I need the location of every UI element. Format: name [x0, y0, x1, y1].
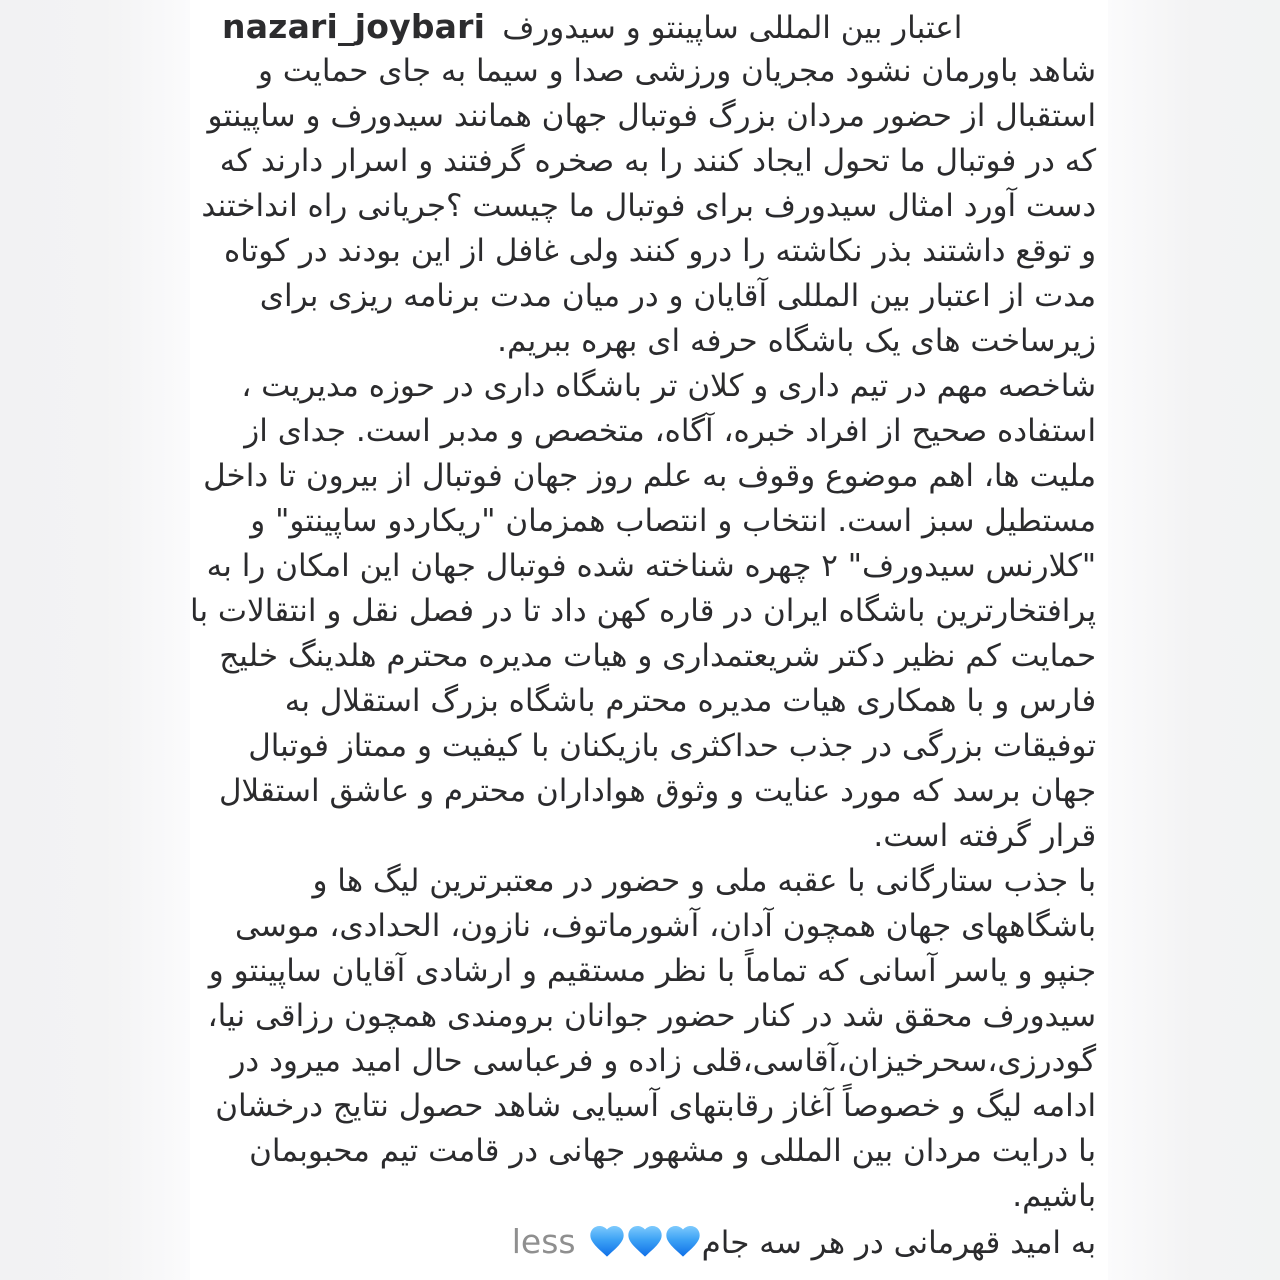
caption-line: جنپو و یاسر آسانی که تماماً با نظر مستقیم و ارشادی آقایان ساپینتو و: [208, 953, 1097, 989]
caption-line: ادامه لیگ و خصوصاً آغاز رقابتهای آسیایی شاهد حصول نتایج درخشان: [215, 1088, 1097, 1124]
caption-line: سیدورف محقق شد در کنار حضور جوانان برومندی همچون رزاقی نیا،: [207, 998, 1097, 1034]
caption-line: که در فوتبال ما تحول ایجاد کنند را به صخره گرفتند و اسرار دارند که: [219, 143, 1097, 179]
left-margin: [0, 0, 190, 1280]
blue-hearts: [588, 1221, 702, 1261]
caption-line: دست آورد امثال سیدورف برای فوتبال ما چیست ؟جریانی راه انداختند: [201, 188, 1097, 224]
caption-last-line: [190, 1219, 1108, 1264]
right-margin: [1108, 0, 1280, 1280]
caption-line: با جذب ستارگانی با عقبه ملی و حضور در معتبرترین لیگ ها و: [312, 863, 1097, 899]
caption-line: شاخصه مهم در تیم داری و کلان تر باشگاه داری در حوزه مدیریت ،: [241, 368, 1097, 404]
caption-line: حمایت کم نظیر دکتر شریعتمداری و هیات مدیره محترم هلدینگ خلیج: [219, 638, 1097, 674]
caption-line: و توقع داشتند بذر نکاشته را درو کنند ولی غافل از این بودند در کوتاه: [223, 233, 1097, 269]
caption-line: استفاده صحیح از افراد خبره، آگاه، متخصص و مدبر است. جدای از: [244, 413, 1097, 449]
caption-line: مستطیل سبز است. انتخاب و انتصاب همزمان "ریکاردو ساپینتو" و: [250, 503, 1097, 539]
caption-line: باشگاههای جهان همچون آدان، آشورماتوف، نازون، الحدادی، موسی: [235, 908, 1097, 944]
caption-line: با درایت مردان بین المللی و مشهور جهانی در قامت تیم محبوبمان: [249, 1133, 1097, 1169]
less-toggle[interactable]: less: [511, 1222, 576, 1261]
caption-line: توفیقات بزرگی در جذب حداکثری بازیکنان با کیفیت و ممتاز فوتبال: [248, 728, 1097, 764]
caption-panel: [190, 0, 1108, 1280]
caption-title: اعتبار بین المللی ساپینتو و سیدورف: [502, 10, 963, 46]
caption-line: مدت از اعتبار بین المللی آقایان و در میان مدت برنامه ریزی برای: [259, 278, 1097, 314]
blue-heart-icon: [663, 1221, 703, 1261]
blue-heart-icon: [587, 1221, 627, 1261]
caption-line: قرار گرفته است.: [873, 818, 1097, 854]
caption-line: جهان برسد که مورد عنایت و وثوق هواداران محترم و عاشق استقلال: [218, 773, 1097, 809]
caption-body: [190, 49, 1108, 1219]
caption-line: گودرزی،سحرخیزان،آقاسی،قلی زاده و فرعباسی حال امید میرود در: [230, 1043, 1097, 1079]
caption-line: شاهد باورمان نشود مجریان ورزشی صدا و سیما به جای حمایت و: [257, 53, 1097, 89]
caption-line: زیرساخت های یک باشگاه حرفه ای بهره ببریم.: [497, 323, 1097, 359]
caption-line: پرافتخارترین باشگاه ایران در قاره کهن داد تا در فصل نقل و انتقالات با: [190, 593, 1097, 629]
username-link[interactable]: nazari_joybari: [222, 7, 486, 46]
caption-line: ملیت ها، اهم موضوع وقوف به علم روز جهان فوتبال از بیرون تا داخل: [203, 458, 1097, 494]
caption-line: "کلارنس سیدورف" ۲ چهره شناخته شده فوتبال جهان این امکان را به: [206, 548, 1097, 584]
closing-text: به امید قهرمانی در هر سه جام: [701, 1225, 1097, 1261]
caption-line: باشیم.: [1012, 1178, 1097, 1214]
caption-line: استقبال از حضور مردان بزرگ فوتبال جهان همانند سیدورف و ساپینتو: [207, 98, 1097, 134]
blue-heart-icon: [625, 1221, 665, 1261]
caption-line: فارس و با همکاری هیات مدیره محترم باشگاه بزرگ استقلال به: [284, 683, 1097, 719]
caption-header: [190, 4, 1108, 49]
